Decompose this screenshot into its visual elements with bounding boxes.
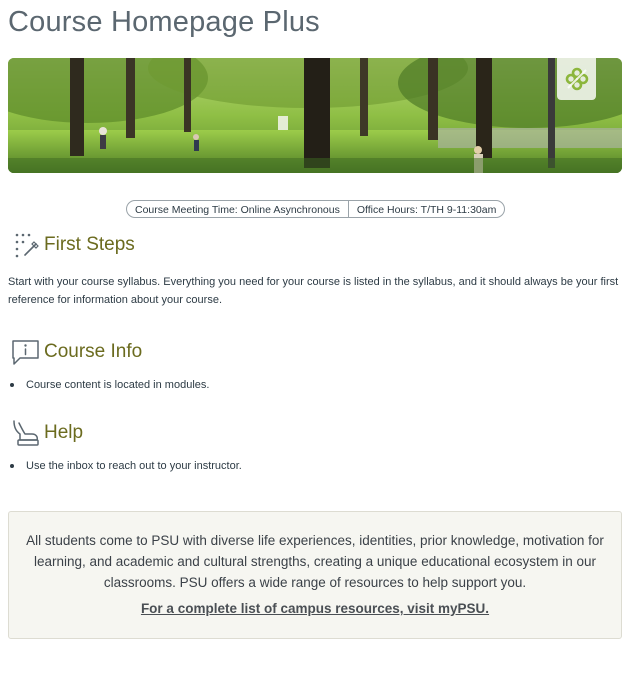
hand-help-icon — [11, 418, 41, 448]
office-hours: Office Hours: T/TH 9-11:30am — [348, 201, 504, 217]
course-info-list — [26, 377, 209, 393]
first-steps-title: First Steps — [44, 234, 135, 255]
list-item: Use the inbox to reach out to your instructor. — [26, 460, 242, 472]
banner-image — [8, 58, 622, 173]
meeting-time: Course Meeting Time: Online Asynchronous — [135, 204, 340, 216]
notice-text: All students come to PSU with diverse life experiences, identities, prior knowledge, motivation for learning, and academic and cultural strengths, creating a unique educational ecosystem in our classrooms. PSU offers a wide range of resources to help support you. — [26, 533, 604, 590]
meeting-info-bar — [126, 200, 505, 218]
first-steps-text: Start with your course syllabus. Everything you need for your course is listed in the syllabus, and it should always be your first reference for information about your course. — [8, 276, 619, 306]
campus-resources-link[interactable]: For a complete list of campus resources, visit myPSU. — [140, 601, 490, 616]
psu-logo-icon — [564, 66, 590, 92]
help-title: Help — [44, 422, 84, 443]
campus-resources-notice — [8, 511, 622, 639]
psu-logo-badge — [557, 58, 596, 100]
help-list — [26, 458, 242, 474]
magic-wand-icon — [11, 230, 41, 260]
list-item: Course content is located in modules. — [26, 379, 210, 391]
course-info-heading — [11, 337, 142, 367]
course-info-title: Course Info — [44, 341, 143, 362]
help-heading — [11, 418, 83, 448]
page-title: Course Homepage Plus — [8, 6, 320, 38]
info-speech-bubble-icon — [11, 337, 41, 367]
park-with-trees-photo — [8, 58, 622, 173]
first-steps-heading — [11, 230, 135, 260]
